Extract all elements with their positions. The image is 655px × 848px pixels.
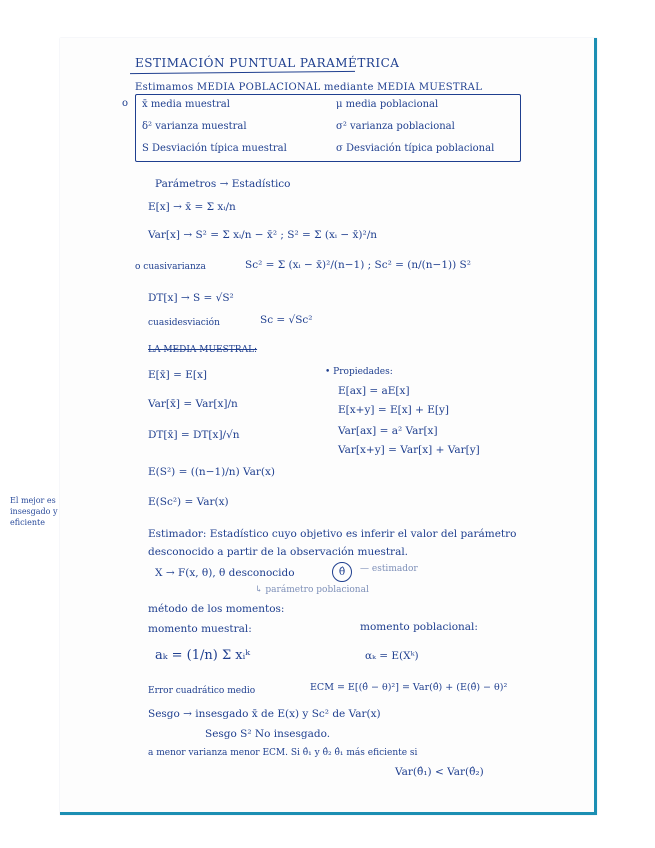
prop-heading: • Propiedades: [325, 367, 393, 377]
notation-pop-mean: μ media poblacional [336, 99, 439, 110]
ecm-eq: ECM = E[(θ̂ − θ)²] = Var(θ̂) + (E(θ̂) − θ)² [310, 682, 508, 693]
prop-left-2: Var[x̄] = Var[x]/n [148, 398, 238, 410]
momentos-heading: método de los momentos: [148, 603, 285, 615]
prop-left-1: E[x̄] = E[x] [148, 369, 208, 381]
margin-note: El mejor es insesgado y eficiente [10, 496, 58, 527]
estimador-text-2: desconocido a partir de la observación muestral. [148, 546, 409, 558]
param-note-text: parámetro poblacional [265, 585, 369, 595]
prop-right-3: Var[ax] = a² Var[x] [338, 425, 438, 437]
notation-sample-sd: S Desviación típica muestral [142, 143, 287, 154]
prop-right-1: E[ax] = aE[x] [338, 385, 410, 397]
notation-sample-variance: δ² varianza muestral [142, 121, 247, 132]
notebook-page [60, 38, 597, 815]
prop-right-2: E[x+y] = E[x] + E[y] [338, 404, 450, 416]
estimador-text-1: Estimador: Estadístico cuyo objetivo es inferir el valor del parámetro [148, 528, 517, 540]
eq-dt: DT[x] → S = √S² [148, 292, 234, 304]
param-note: ↳ parámetro poblacional [255, 585, 369, 595]
page-title: ESTIMACIÓN PUNTUAL PARAMÉTRICA [135, 56, 400, 70]
cuasi-label: o cuasivarianza [135, 262, 206, 272]
estimador-note-text: estimador [371, 564, 418, 574]
momento-muestral: momento muestral: [148, 623, 252, 635]
menor-cond: Var(θ̂₁) < Var(θ̂₂) [395, 766, 484, 778]
notation-pop-sd: σ Desviación típica poblacional [336, 143, 495, 154]
box-bullet: o [122, 98, 129, 109]
eq-mean: E[x] → x̄ = Σ xᵢ/n [148, 201, 236, 213]
eq-cuasivarianza: Sc² = Σ (xᵢ − x̄)²/(n−1) ; Sc² = (n/(n−1)) S² [245, 259, 471, 271]
ecm-label: Error cuadrático medio [148, 686, 256, 696]
sesgo-line-2: Sesgo S² No insesgado. [205, 728, 331, 740]
eq-variance: Var[x] → S² = Σ xᵢ/n − x̄² ; S² = Σ (xᵢ − x̄)²/n [148, 229, 378, 241]
prop-left-4: E(S²) = ((n−1)/n) Var(x) [148, 466, 276, 478]
title-underline [130, 71, 355, 74]
estimador-note: — estimador [360, 564, 418, 574]
estimador-eq: X → F(x, θ), θ desconocido [155, 567, 295, 579]
sesgo-line: Sesgo → insesgado x̄ de E(x) y Sc² de Var(x) [148, 708, 381, 720]
ak-muestral: aₖ = (1/n) Σ xᵢᵏ [155, 648, 250, 663]
momento-poblacional: momento poblacional: [360, 621, 478, 633]
theta-hat: θ̂ [332, 562, 352, 582]
cuasidesv-label: cuasidesviación [148, 318, 220, 328]
notation-pop-variance: σ² varianza poblacional [336, 121, 455, 132]
prop-right-4: Var[x+y] = Var[x] + Var[y] [338, 444, 480, 456]
ak-poblacional: αₖ = E(Xᵏ) [365, 650, 419, 662]
notation-sample-mean: x̄ media muestral [142, 99, 230, 110]
prop-left-3: DT[x̄] = DT[x]/√n [148, 429, 240, 441]
prop-left-5: E(Sc²) = Var(x) [148, 496, 229, 508]
subtitle: Estimamos MEDIA POBLACIONAL mediante MEDIA MUESTRAL [135, 82, 483, 93]
media-heading: LA MEDIA MUESTRAL: [148, 345, 258, 355]
eq-cuasidesviacion: Sc = √Sc² [260, 314, 313, 326]
menor-line: a menor varianza menor ECM. Si θ̂₁ y θ̂₂ θ̂₁ más eficiente si [148, 748, 418, 758]
estimador-circle [332, 562, 352, 582]
params-heading: Parámetros → Estadístico [155, 178, 291, 190]
notation-box [122, 94, 521, 162]
